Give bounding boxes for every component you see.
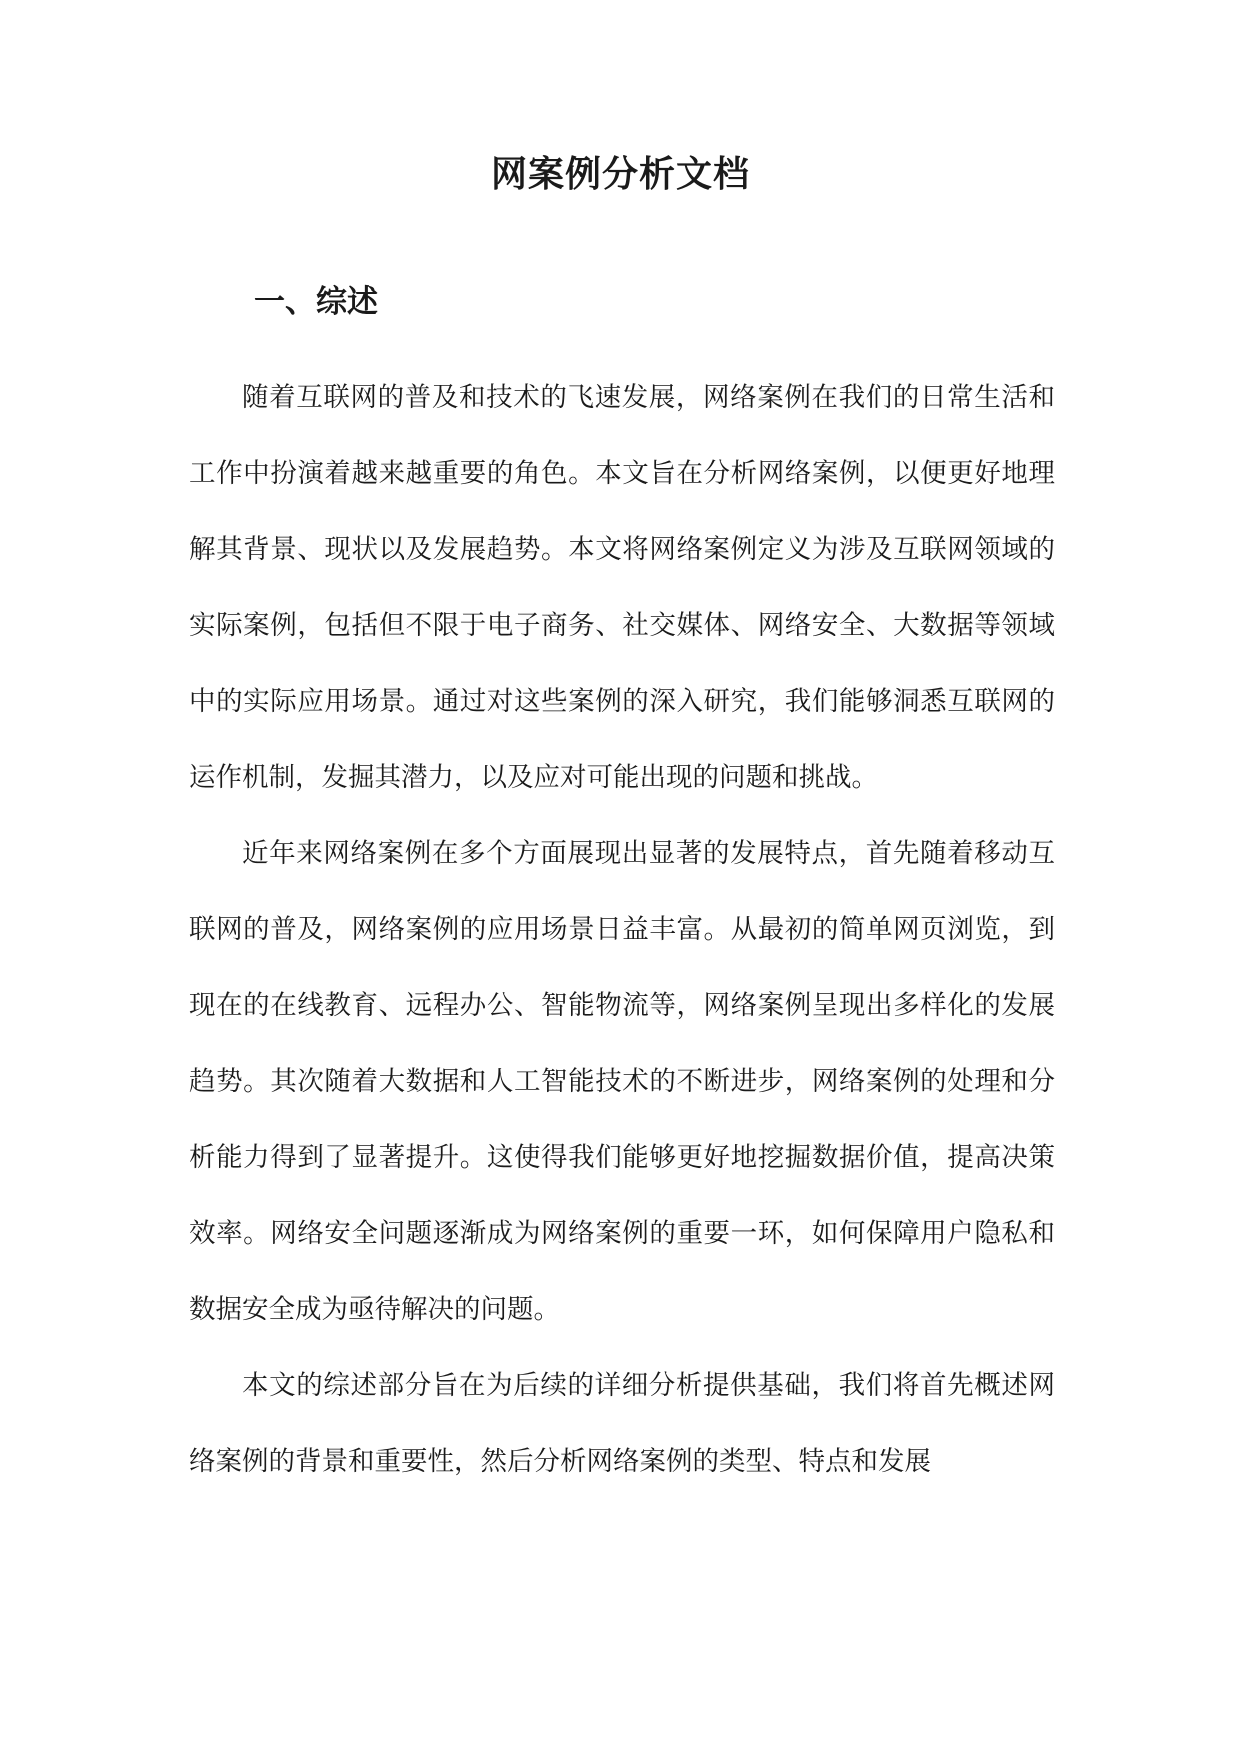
- document-body: [189, 360, 1055, 1500]
- paragraph-2: 近年来网络案例在多个方面展现出显著的发展特点，首先随着移动互联网的普及，网络案例的应用场景日益丰富。从最初的简单网页浏览，到现在的在线教育、远程办公、智能物流等，网络案例呈现出多样化的发展趋势。其次随着大数据和人工智能技术的不断进步，网络案例的处理和分析能力得到了显著提升。这使得我们能够更好地挖掘数据价值，提高决策效率。网络安全问题逐渐成为网络案例的重要一环，如何保障用户隐私和数据安全成为亟待解决的问题。: [189, 838, 1055, 1325]
- document-title: 网案例分析文档: [490, 154, 750, 195]
- section-heading-overview: 一、综述: [254, 284, 378, 320]
- paragraph-1: 随着互联网的普及和技术的飞速发展，网络案例在我们的日常生活和工作中扮演着越来越重要的角色。本文旨在分析网络案例，以便更好地理解其背景、现状以及发展趋势。本文将网络案例定义为涉及互联网领域的实际案例，包括但不限于电子商务、社交媒体、网络安全、大数据等领域中的实际应用场景。通过对这些案例的深入研究，我们能够洞悉互联网的运作机制，发掘其潜力，以及应对可能出现的问题和挑战。: [189, 382, 1055, 793]
- paragraph-3: 本文的综述部分旨在为后续的详细分析提供基础，我们将首先概述网络案例的背景和重要性，然后分析网络案例的类型、特点和发展: [189, 1370, 1055, 1477]
